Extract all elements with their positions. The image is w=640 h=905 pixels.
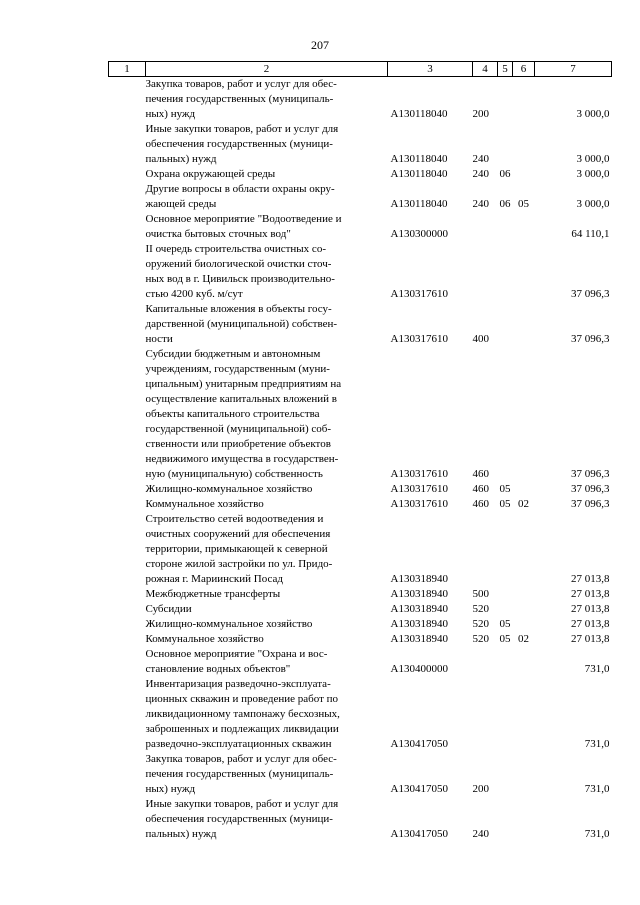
expense-type-code-cell: 240: [472, 198, 489, 210]
target-article-code-cell: A130118040: [390, 198, 448, 210]
target-article-code-cell: A130417050: [390, 738, 448, 750]
target-article-code-cell: A130318940: [390, 603, 448, 615]
row-number-cell: [109, 122, 146, 167]
item-name-line: стью 4200 куб. м/сут: [145, 288, 243, 300]
section-code-cell: [498, 647, 513, 677]
item-name-cell: [146, 212, 388, 242]
row-number-cell: [109, 347, 146, 482]
item-name-line: ственности или приобретение объектов: [145, 438, 331, 450]
item-name-line: обеспечения государственных (муници-: [145, 138, 333, 150]
row-number-cell: [109, 182, 146, 212]
item-name-line: Инвентаризация разведочно-эксплуата-: [145, 678, 331, 690]
item-name-cell: [146, 797, 388, 842]
item-name-line: Закупка товаров, работ и услуг для обес-: [145, 753, 337, 765]
row-number-cell: [109, 497, 146, 512]
item-name-line: Охрана окружающей среды: [145, 168, 276, 180]
table-row: [109, 797, 612, 842]
table-row: [109, 302, 612, 347]
table-body: [109, 77, 612, 843]
target-article-code-cell: A130318940: [390, 573, 448, 585]
page-number: 207: [311, 38, 329, 52]
subsection-code-cell: [513, 77, 535, 123]
amount-cell: 64 110,1: [571, 228, 610, 240]
row-number-cell: [109, 632, 146, 647]
item-name-line: ности: [145, 333, 173, 345]
row-number-cell: [109, 77, 146, 123]
target-article-code-cell: A130118040: [390, 108, 448, 120]
row-number-cell: [109, 242, 146, 302]
section-code-cell: 05: [499, 633, 511, 645]
row-number-cell: [109, 587, 146, 602]
target-article-code-cell: A130317610: [390, 333, 448, 345]
expense-type-code-cell: 520: [472, 603, 489, 615]
table-row: [109, 512, 612, 587]
table-row: [109, 602, 612, 617]
table-row: [109, 242, 612, 302]
item-name-line: жающей среды: [145, 198, 217, 210]
table-row: [109, 482, 612, 497]
item-name-cell: [146, 497, 388, 512]
expense-type-code-cell: [473, 677, 498, 752]
item-name-cell: [146, 512, 388, 587]
column-header-7: 7: [535, 62, 612, 77]
section-code-cell: [498, 347, 513, 482]
target-article-code-cell: A130300000: [390, 228, 448, 240]
item-name-line: разведочно-эксплуатационных скважин: [145, 738, 332, 750]
amount-cell: 37 096,3: [571, 333, 610, 345]
expense-type-code-cell: 460: [472, 483, 489, 495]
item-name-line: пальных) нужд: [145, 828, 217, 840]
target-article-code-cell: A130318940: [390, 588, 448, 600]
section-code-cell: [498, 302, 513, 347]
item-name-line: недвижимого имущества в государствен-: [145, 453, 339, 465]
table-row: [109, 212, 612, 242]
subsection-code-cell: [513, 482, 535, 497]
item-name-line: Капитальные вложения в объекты госу-: [145, 303, 332, 315]
expense-type-code-cell: 400: [472, 333, 489, 345]
item-name-line: Закупка товаров, работ и услуг для обес-: [145, 78, 337, 90]
expense-type-code-cell: 520: [472, 618, 489, 630]
target-article-code-cell: A130417050: [390, 783, 448, 795]
subsection-code-cell: [513, 752, 535, 797]
item-name-cell: [146, 752, 388, 797]
table-row: [109, 632, 612, 647]
expense-type-code-cell: 240: [472, 828, 489, 840]
table-row: [109, 497, 612, 512]
section-code-cell: 05: [499, 618, 511, 630]
subsection-code-cell: 02: [518, 633, 529, 645]
subsection-code-cell: 02: [518, 498, 529, 510]
column-header-3: 3: [388, 62, 473, 77]
item-name-line: Коммунальное хозяйство: [145, 633, 264, 645]
budget-table: [108, 61, 612, 842]
subsection-code-cell: [513, 677, 535, 752]
amount-cell: 27 013,8: [571, 618, 610, 630]
item-name-line: ципальным) унитарным предприятиям на: [145, 378, 342, 390]
column-header-5: 5: [498, 62, 513, 77]
amount-cell: 731,0: [584, 828, 610, 840]
section-code-cell: [498, 602, 513, 617]
amount-cell: 3 000,0: [576, 153, 610, 165]
section-code-cell: [498, 752, 513, 797]
amount-cell: 37 096,3: [571, 498, 610, 510]
item-name-line: государственной (муниципальной) соб-: [145, 423, 332, 435]
table-row: [109, 347, 612, 482]
subsection-code-cell: [513, 212, 535, 242]
expense-type-code-cell: 240: [472, 153, 489, 165]
expense-type-code-cell: [473, 212, 498, 242]
expense-type-code-cell: [473, 242, 498, 302]
item-name-cell: [146, 302, 388, 347]
item-name-line: Строительство сетей водоотведения и: [145, 513, 324, 525]
row-number-cell: [109, 512, 146, 587]
row-number-cell: [109, 167, 146, 182]
subsection-code-cell: [513, 512, 535, 587]
row-number-cell: [109, 617, 146, 632]
amount-cell: 37 096,3: [571, 483, 610, 495]
subsection-code-cell: [513, 122, 535, 167]
subsection-code-cell: [513, 302, 535, 347]
expense-type-code-cell: 520: [472, 633, 489, 645]
item-name-cell: [146, 242, 388, 302]
column-header-2: 2: [146, 62, 388, 77]
subsection-code-cell: [513, 647, 535, 677]
item-name-cell: [146, 482, 388, 497]
item-name-cell: [146, 167, 388, 182]
row-number-cell: [109, 647, 146, 677]
subsection-code-cell: [513, 167, 535, 182]
item-name-line: печения государственных (муниципаль-: [145, 93, 334, 105]
expense-type-code-cell: 200: [472, 783, 489, 795]
table-row: [109, 122, 612, 167]
table-row: [109, 587, 612, 602]
item-name-line: Межбюджетные трансферты: [145, 588, 281, 600]
item-name-cell: [146, 617, 388, 632]
subsection-code-cell: 05: [518, 198, 529, 210]
expense-type-code-cell: 500: [472, 588, 489, 600]
column-number-header-row: [109, 62, 612, 77]
item-name-line: Иные закупки товаров, работ и услуг для: [145, 798, 339, 810]
amount-cell: 27 013,8: [571, 573, 610, 585]
row-number-cell: [109, 677, 146, 752]
target-article-code-cell: A130317610: [390, 498, 448, 510]
expense-type-code-cell: [473, 512, 498, 587]
item-name-line: обеспечения государственных (муници-: [145, 813, 333, 825]
section-code-cell: [498, 677, 513, 752]
row-number-cell: [109, 302, 146, 347]
item-name-line: осуществление капитальных вложений в: [145, 393, 338, 405]
table-row: [109, 752, 612, 797]
item-name-line: печения государственных (муниципаль-: [145, 768, 334, 780]
subsection-code-cell: [513, 587, 535, 602]
section-code-cell: 05: [499, 498, 511, 510]
item-name-line: Основное мероприятие "Водоотведение и: [145, 213, 342, 225]
amount-cell: 27 013,8: [571, 588, 610, 600]
item-name-line: Коммунальное хозяйство: [145, 498, 264, 510]
table-row: [109, 677, 612, 752]
target-article-code-cell: A130317610: [390, 483, 448, 495]
item-name-line: ных) нужд: [145, 108, 196, 120]
section-code-cell: [498, 122, 513, 167]
item-name-line: Иные закупки товаров, работ и услуг для: [145, 123, 339, 135]
amount-cell: 27 013,8: [571, 603, 610, 615]
expense-type-code-cell: 460: [472, 468, 489, 480]
target-article-code-cell: A130318940: [390, 618, 448, 630]
column-header-1: 1: [109, 62, 146, 77]
section-code-cell: 06: [499, 198, 511, 210]
item-name-line: стороне жилой застройки по ул. Придо-: [145, 558, 333, 570]
table-row: [109, 167, 612, 182]
item-name-line: ционных скважин и проведение работ по: [145, 693, 339, 705]
item-name-line: объекты капитального строительства: [145, 408, 320, 420]
item-name-line: Другие вопросы в области охраны окру-: [145, 183, 335, 195]
section-code-cell: [498, 242, 513, 302]
amount-cell: 3 000,0: [576, 168, 610, 180]
item-name-line: Жилищно-коммунальное хозяйство: [145, 618, 313, 630]
item-name-line: пальных) нужд: [145, 153, 217, 165]
table-row: [109, 77, 612, 123]
amount-cell: 37 096,3: [571, 468, 610, 480]
section-code-cell: 06: [499, 168, 511, 180]
row-number-cell: [109, 602, 146, 617]
item-name-cell: [146, 647, 388, 677]
item-name-cell: [146, 122, 388, 167]
row-number-cell: [109, 797, 146, 842]
section-code-cell: [498, 587, 513, 602]
table-row: [109, 647, 612, 677]
section-code-cell: 05: [499, 483, 511, 495]
subsection-code-cell: [513, 797, 535, 842]
amount-cell: 731,0: [584, 663, 610, 675]
section-code-cell: [498, 212, 513, 242]
item-name-line: оружений биологической очистки сточ-: [145, 258, 332, 270]
item-name-cell: [146, 602, 388, 617]
item-name-cell: [146, 77, 388, 123]
subsection-code-cell: [513, 242, 535, 302]
item-name-line: Субсидии бюджетным и автономным: [145, 348, 321, 360]
item-name-line: Основное мероприятие "Охрана и вос-: [145, 648, 328, 660]
column-header-4: 4: [473, 62, 498, 77]
item-name-line: становление водных объектов": [145, 663, 291, 675]
table-row: [109, 182, 612, 212]
item-name-cell: [146, 677, 388, 752]
amount-cell: 27 013,8: [571, 633, 610, 645]
item-name-line: рожная г. Мариинский Посад: [145, 573, 283, 585]
row-number-cell: [109, 482, 146, 497]
subsection-code-cell: [513, 602, 535, 617]
section-code-cell: [498, 77, 513, 123]
expense-type-code-cell: 460: [472, 498, 489, 510]
item-name-cell: [146, 347, 388, 482]
amount-cell: 37 096,3: [571, 288, 610, 300]
target-article-code-cell: A130318940: [390, 633, 448, 645]
row-number-cell: [109, 752, 146, 797]
amount-cell: 3 000,0: [576, 198, 610, 210]
target-article-code-cell: A130118040: [390, 168, 448, 180]
expense-type-code-cell: 240: [472, 168, 489, 180]
item-name-line: заброшенных и подлежащих ликвидации: [145, 723, 339, 735]
amount-cell: 3 000,0: [576, 108, 610, 120]
item-name-cell: [146, 632, 388, 647]
item-name-line: территории, примыкающей к северной: [145, 543, 328, 555]
item-name-line: ных) нужд: [145, 783, 196, 795]
column-header-6: 6: [513, 62, 535, 77]
target-article-code-cell: A130417050: [390, 828, 448, 840]
expense-type-code-cell: 200: [472, 108, 489, 120]
item-name-line: очистка бытовых сточных вод": [145, 228, 291, 240]
item-name-line: ликвидационному тампонажу бесхозных,: [145, 708, 340, 720]
item-name-line: учреждениям, государственным (муни-: [145, 363, 330, 375]
target-article-code-cell: A130118040: [390, 153, 448, 165]
row-number-cell: [109, 212, 146, 242]
item-name-line: Жилищно-коммунальное хозяйство: [145, 483, 313, 495]
item-name-cell: [146, 587, 388, 602]
item-name-line: Субсидии: [145, 603, 192, 615]
item-name-cell: [146, 182, 388, 212]
subsection-code-cell: [513, 617, 535, 632]
amount-cell: 731,0: [584, 783, 610, 795]
item-name-line: дарственной (муниципальной) собствен-: [145, 318, 338, 330]
amount-cell: 731,0: [584, 738, 610, 750]
section-code-cell: [498, 797, 513, 842]
item-name-line: ных вод в г. Цивильск производительно-: [145, 273, 335, 285]
table-row: [109, 617, 612, 632]
section-code-cell: [498, 512, 513, 587]
target-article-code-cell: A130400000: [390, 663, 448, 675]
subsection-code-cell: [513, 347, 535, 482]
item-name-line: II очередь строительства очистных со-: [145, 243, 326, 255]
item-name-line: ную (муниципальную) собственность: [145, 468, 323, 480]
target-article-code-cell: A130317610: [390, 468, 448, 480]
expense-type-code-cell: [473, 647, 498, 677]
target-article-code-cell: A130317610: [390, 288, 448, 300]
item-name-line: очистных сооружений для обеспечения: [145, 528, 331, 540]
